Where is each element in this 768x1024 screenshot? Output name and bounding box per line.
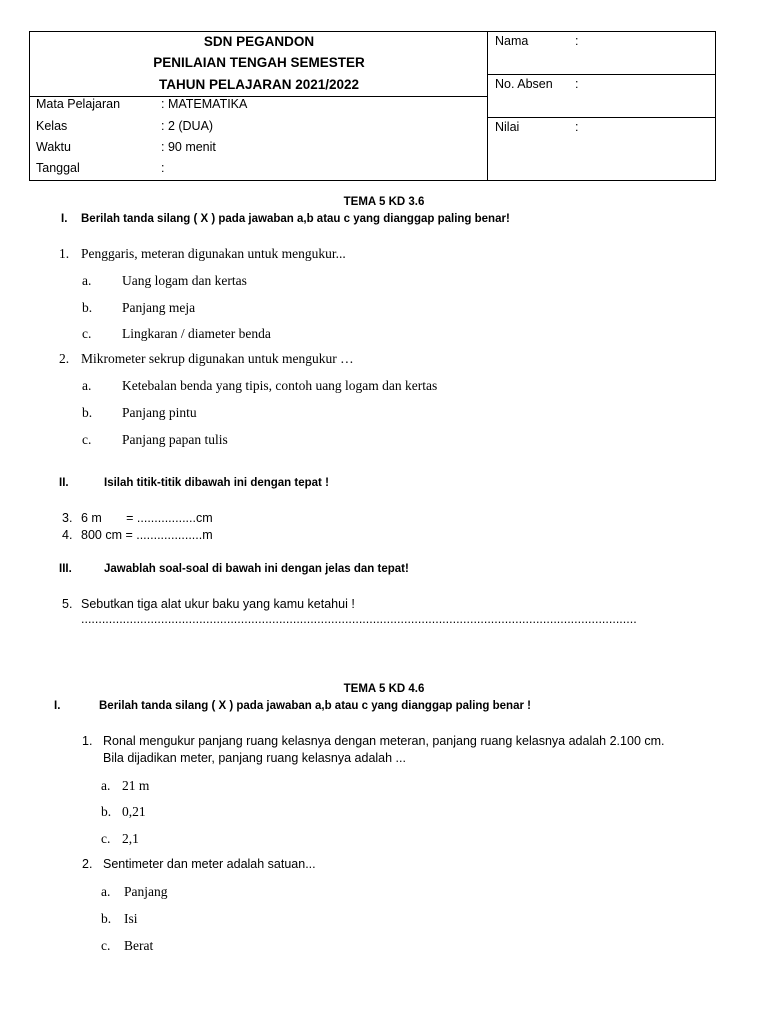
section-instruction: Berilah tanda silang ( X ) pada jawaban a,b atau c yang dianggap paling benar! xyxy=(81,213,510,225)
question-text: Ronal mengukur panjang ruang kelasnya dengan meteran, panjang ruang kelasnya adalah 2.100 cm. xyxy=(103,734,665,748)
table-divider xyxy=(487,117,715,118)
option-letter: a. xyxy=(101,884,111,899)
section-number: III. xyxy=(59,563,72,575)
option-letter: b. xyxy=(82,405,93,420)
field-label-subject: Mata Pelajaran xyxy=(36,97,121,111)
option-letter: b. xyxy=(82,300,93,315)
field-value-subject: : MATEMATIKA xyxy=(161,97,248,111)
field-label-class: Kelas xyxy=(36,119,68,133)
fill-in-item: 6 m = .................cm xyxy=(81,511,213,525)
field-label-name: Nama xyxy=(495,34,529,48)
option-letter: a. xyxy=(82,273,92,288)
field-value-class: : 2 (DUA) xyxy=(161,119,214,133)
theme-title-1: TEMA 5 KD 3.6 xyxy=(343,196,425,208)
option-letter: a. xyxy=(101,778,111,793)
item-number: 3. xyxy=(62,511,73,525)
option-letter: c. xyxy=(82,326,92,341)
question-number: 2. xyxy=(82,857,93,871)
question-text-cont: Bila dijadikan meter, panjang ruang kelasnya adalah ... xyxy=(103,751,406,765)
fill-in-item: 800 cm = ...................m xyxy=(81,528,213,542)
academic-year: TAHUN PELAJARAN 2021/2022 xyxy=(158,77,360,92)
essay-question: Sebutkan tiga alat ukur baku yang kamu ketahui ! xyxy=(81,597,355,611)
question-text: Penggaris, meteran digunakan untuk mengukur... xyxy=(81,246,346,261)
option-text: Uang logam dan kertas xyxy=(122,273,247,288)
option-letter: b. xyxy=(101,911,112,926)
field-label-time: Waktu xyxy=(36,140,71,154)
option-text: Lingkaran / diameter benda xyxy=(122,326,271,341)
option-text: Panjang meja xyxy=(122,300,196,315)
exam-title: PENILAIAN TENGAH SEMESTER xyxy=(153,55,365,70)
field-value-score: : xyxy=(575,120,579,134)
item-number: 4. xyxy=(62,528,73,542)
option-text: Isi xyxy=(124,911,138,926)
theme-title-2: TEMA 5 KD 4.6 xyxy=(343,683,425,695)
item-number: 5. xyxy=(62,597,73,611)
option-letter: b. xyxy=(101,804,112,819)
question-text: Mikrometer sekrup digunakan untuk mengukur … xyxy=(81,351,354,366)
question-number: 1. xyxy=(82,734,93,748)
header-table xyxy=(29,31,716,181)
option-text: Panjang papan tulis xyxy=(122,432,228,447)
option-text: Panjang xyxy=(124,884,168,899)
field-label-date: Tanggal xyxy=(36,161,80,175)
field-value-name: : xyxy=(575,34,579,48)
option-text: Ketebalan benda yang tipis, contoh uang logam dan kertas xyxy=(122,378,438,393)
section-instruction: Berilah tanda silang ( X ) pada jawaban a,b atau c yang dianggap paling benar ! xyxy=(99,700,531,712)
table-divider xyxy=(487,74,715,75)
section-number: II. xyxy=(59,477,69,489)
question-number: 2. xyxy=(59,351,70,366)
field-value-date: : xyxy=(161,161,165,175)
question-number: 1. xyxy=(59,246,70,261)
section-instruction: Jawablah soal-soal di bawah ini dengan jelas dan tepat! xyxy=(104,563,409,575)
question-text: Sentimeter dan meter adalah satuan... xyxy=(103,857,316,871)
school-name: SDN PEGANDON xyxy=(203,34,315,49)
option-letter: c. xyxy=(82,432,92,447)
option-text: 2,1 xyxy=(122,831,139,846)
section-number: I. xyxy=(54,700,61,712)
field-label-score: Nilai xyxy=(495,120,520,134)
option-text: 0,21 xyxy=(122,804,146,819)
section-number: I. xyxy=(61,213,68,225)
option-text: 21 m xyxy=(122,778,150,793)
option-letter: c. xyxy=(101,831,111,846)
field-label-absen: No. Absen xyxy=(495,77,553,91)
option-letter: a. xyxy=(82,378,92,393)
field-value-absen: : xyxy=(575,77,579,91)
option-text: Panjang pintu xyxy=(122,405,197,420)
option-text: Berat xyxy=(124,938,154,953)
section-instruction: Isilah titik-titik dibawah ini dengan tepat ! xyxy=(104,477,329,489)
answer-line: ................................................................................................................................................................ xyxy=(81,612,637,626)
option-letter: c. xyxy=(101,938,111,953)
field-value-time: : 90 menit xyxy=(161,140,216,154)
